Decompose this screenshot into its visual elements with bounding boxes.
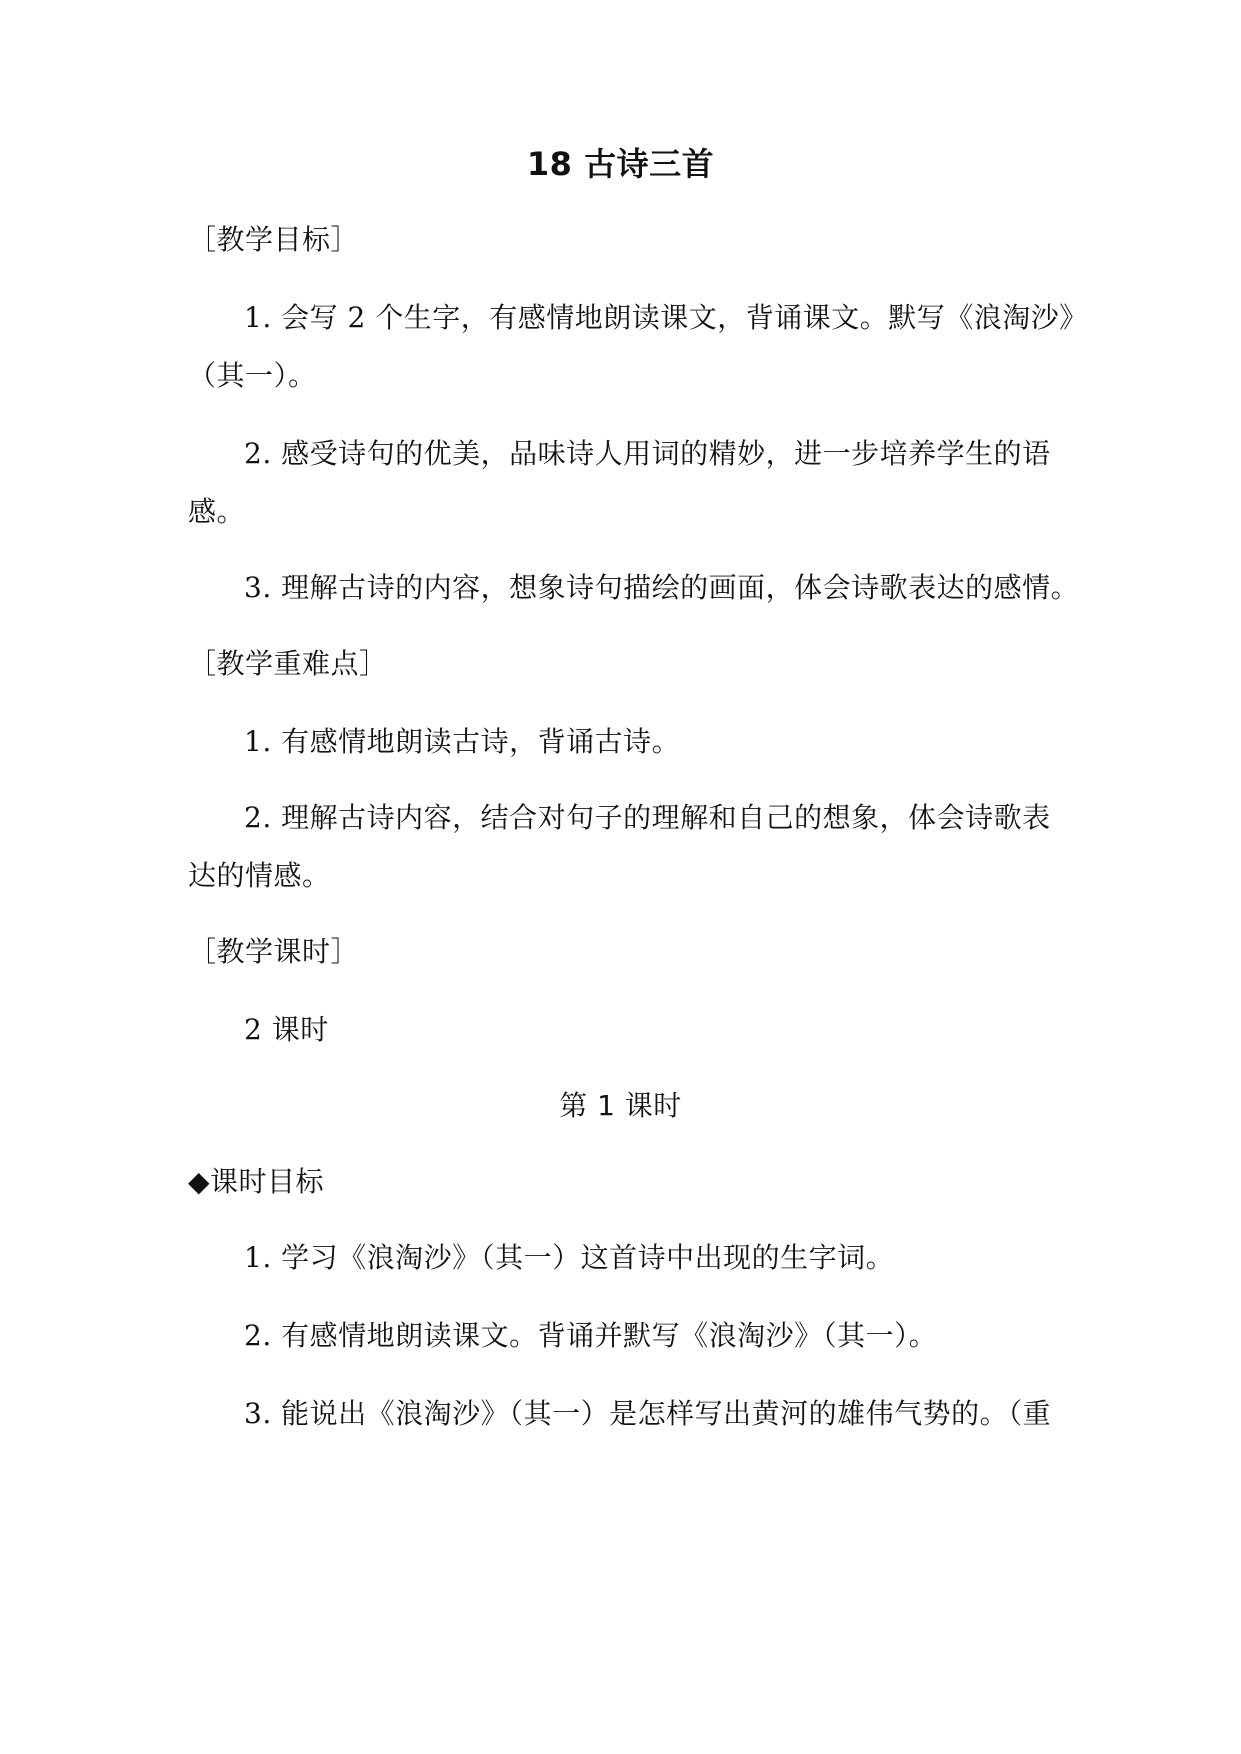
lesson-objective-2: 2. 有感情地朗读课文。背诵并默写《浪淘沙》（其一）。	[244, 1319, 938, 1352]
lesson-title: 第 1 课时	[559, 1089, 682, 1122]
objective-2-line-2: 感。	[188, 495, 246, 528]
objective-1-line-2: （其一）。	[188, 359, 317, 392]
hours-text: 2 课时	[244, 1013, 329, 1046]
key-point-1-line-1: 1. 有感情地朗读古诗，背诵古诗。	[244, 725, 681, 758]
section-heading-key-points: ［教学重难点］	[188, 647, 388, 680]
objective-3-line-1: 3. 理解古诗的内容，想象诗句描绘的画面，体会诗歌表达的感情。	[244, 571, 1080, 604]
key-point-2-line-2: 达的情感。	[188, 859, 331, 892]
key-point-2-line-1: 2. 理解古诗内容，结合对句子的理解和自己的想象，体会诗歌表	[244, 801, 1051, 834]
lesson-objectives-heading: ◆课时目标	[188, 1165, 325, 1198]
objective-1-line-1: 1. 会写 2 个生字，有感情地朗读课文，背诵课文。默写《浪淘沙》	[244, 301, 1088, 334]
section-heading-hours: ［教学课时］	[188, 935, 360, 968]
lesson-objective-1: 1. 学习《浪淘沙》（其一）这首诗中出现的生字词。	[244, 1241, 895, 1274]
page-title: 18 古诗三首	[526, 145, 715, 183]
lesson-objective-3: 3. 能说出《浪淘沙》（其一）是怎样写出黄河的雄伟气势的。（重	[244, 1397, 1052, 1430]
section-heading-objectives: ［教学目标］	[188, 223, 360, 256]
objective-2-line-1: 2. 感受诗句的优美，品味诗人用词的精妙，进一步培养学生的语	[244, 437, 1051, 470]
